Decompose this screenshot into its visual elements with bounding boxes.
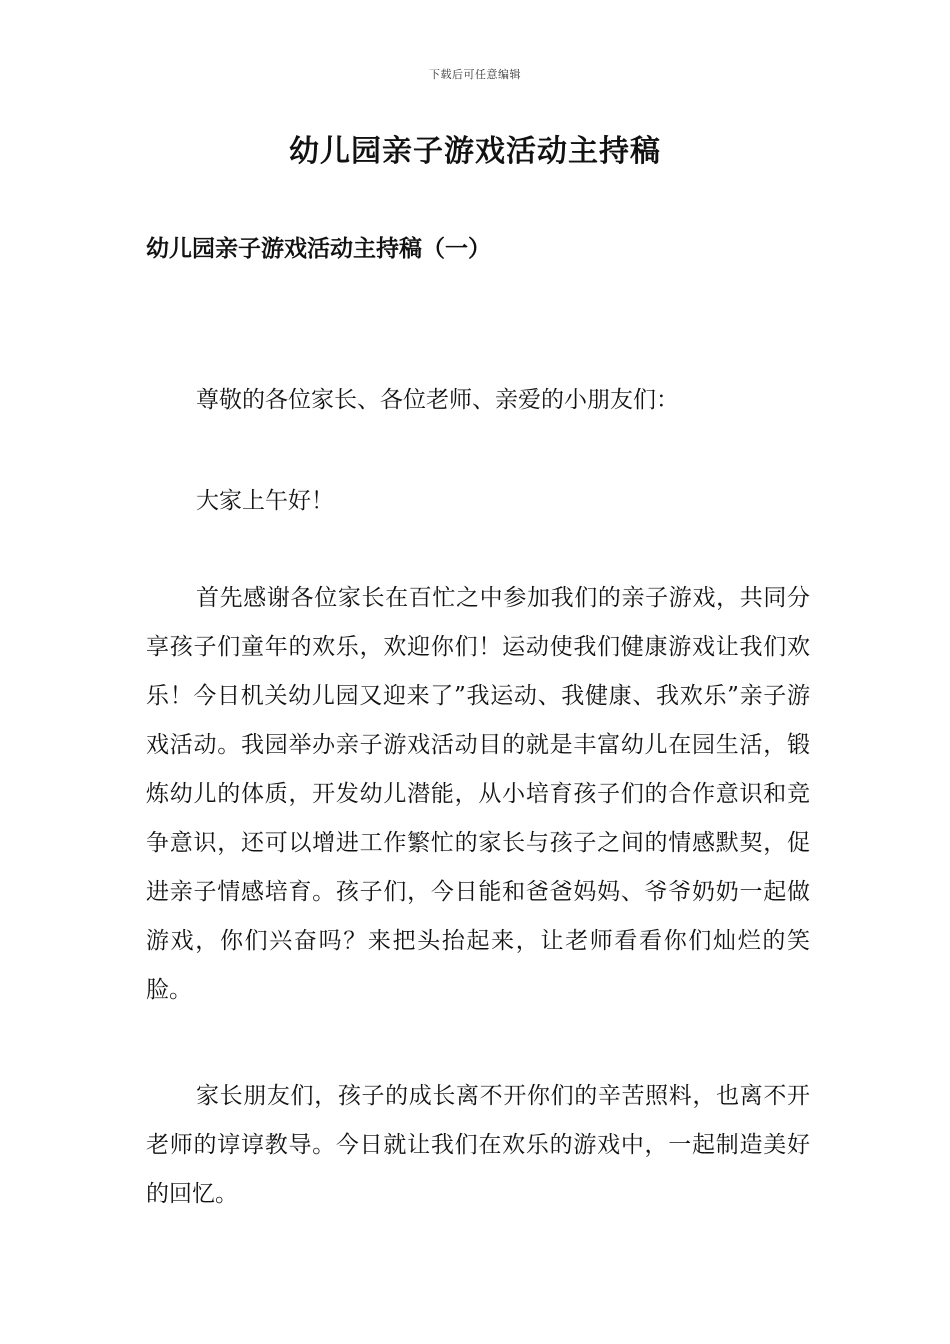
header-note: 下载后可任意编辑 [429, 68, 521, 81]
section-subtitle: 幼儿园亲子游戏活动主持稿（一） [146, 235, 491, 262]
paragraph-salutation: 尊敬的各位家长、各位老师、亲爱的小朋友们： [196, 387, 679, 413]
paragraph-body-1: 首先感谢各位家长在百忙之中参加我们的亲子游戏，共同分享孩子们童年的欢乐，欢迎你们！运动使我们健康游戏让我们欢乐！今日机关幼儿园又迎来了”我运动、我健康、我欢乐”亲子游戏活动。我园举办亲子游戏活动目的就是丰富幼儿在园生活，锻炼幼儿的体质，开发幼儿潜能，从小培育孩子们的合作意识和竞争意识，还可以增进工作繁忙的家长与孩子之间的情感默契，促进亲子情感培育。孩子们，今日能和爸爸妈妈、爷爷奶奶一起做游戏，你们兴奋吗？来把头抬起来，让老师看看你们灿烂的笑脸。 [146, 585, 810, 1003]
paragraph-body-2: 家长朋友们，孩子的成长离不开你们的辛苦照料，也离不开老师的谆谆教导。今日就让我们在欢乐的游戏中，一起制造美好的回忆。 [146, 1083, 810, 1207]
paragraph-greeting: 大家上午好！ [196, 488, 334, 514]
document-title: 幼儿园亲子游戏活动主持稿 [289, 134, 661, 169]
